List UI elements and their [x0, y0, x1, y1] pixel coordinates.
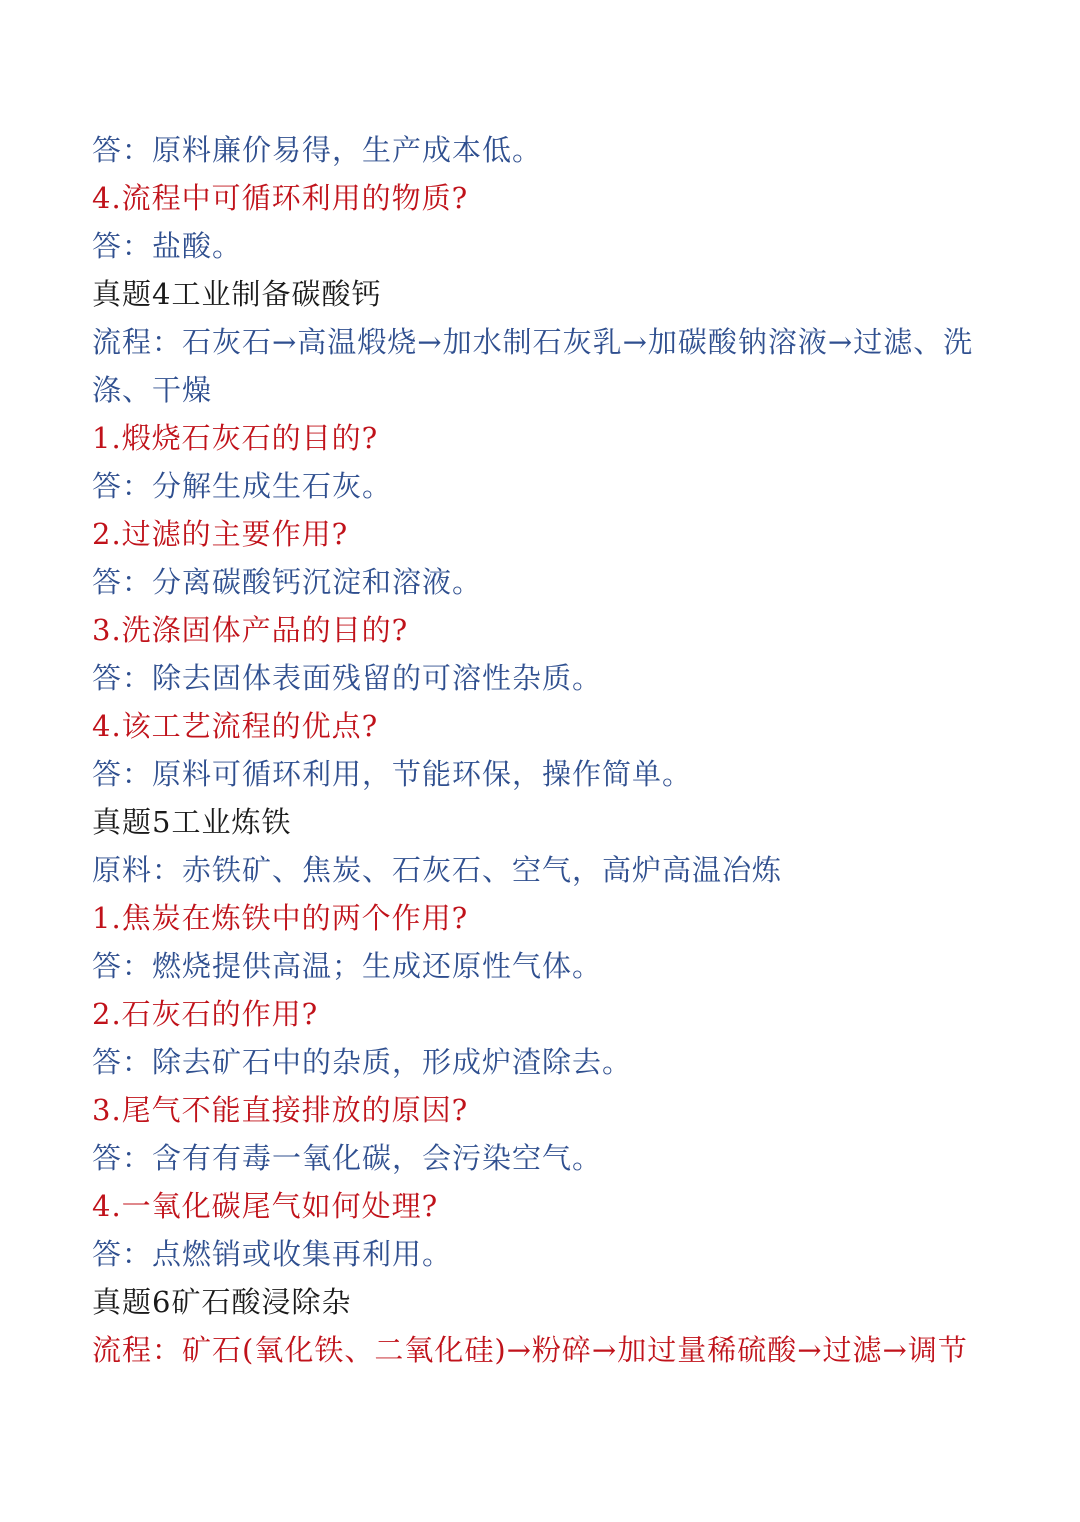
answer-line: 答：除去矿石中的杂质，形成炉渣除去。: [92, 1045, 633, 1079]
answer-line: 答：原料可循环利用，节能环保，操作简单。: [92, 757, 693, 791]
process-line: 流程：矿石(氧化铁、二氧化硅)→粉碎→加过量稀硫酸→过滤→调节: [92, 1333, 968, 1367]
answer-line: 答：原料廉价易得，生产成本低。: [92, 133, 543, 167]
question-line: 4.流程中可循环利用的物质?: [92, 181, 469, 215]
document-content: [92, 126, 992, 1374]
section-heading: 真题4工业制备碳酸钙: [92, 277, 382, 311]
answer-line: 答：分离碳酸钙沉淀和溶液。: [92, 565, 483, 599]
answer-line: 答：除去固体表面残留的可溶性杂质。: [92, 661, 603, 695]
question-line: 2.过滤的主要作用?: [92, 517, 349, 551]
process-line: 流程：石灰石→高温煅烧→加水制石灰乳→加碳酸钠溶液→过滤、洗涤、干燥: [92, 325, 974, 407]
question-line: 4.该工艺流程的优点?: [92, 709, 379, 743]
section-heading: 真题5工业炼铁: [92, 805, 292, 839]
question-line: 4.一氧化碳尾气如何处理?: [92, 1189, 439, 1223]
question-line: 1.煅烧石灰石的目的?: [92, 421, 379, 455]
answer-line: 答：盐酸。: [92, 229, 243, 263]
answer-line: 答：分解生成生石灰。: [92, 469, 393, 503]
question-line: 2.石灰石的作用?: [92, 997, 319, 1031]
answer-line: 答：含有有毒一氧化碳，会污染空气。: [92, 1141, 603, 1175]
question-line: 1.焦炭在炼铁中的两个作用?: [92, 901, 469, 935]
question-line: 3.尾气不能直接排放的原因?: [92, 1093, 469, 1127]
answer-line: 答：点燃销或收集再利用。: [92, 1237, 453, 1271]
answer-line: 答：燃烧提供高温；生成还原性气体。: [92, 949, 603, 983]
question-line: 3.洗涤固体产品的目的?: [92, 613, 409, 647]
section-heading: 真题6矿石酸浸除杂: [92, 1285, 352, 1319]
materials-line: 原料：赤铁矿、焦炭、石灰石、空气，高炉高温冶炼: [92, 853, 783, 887]
